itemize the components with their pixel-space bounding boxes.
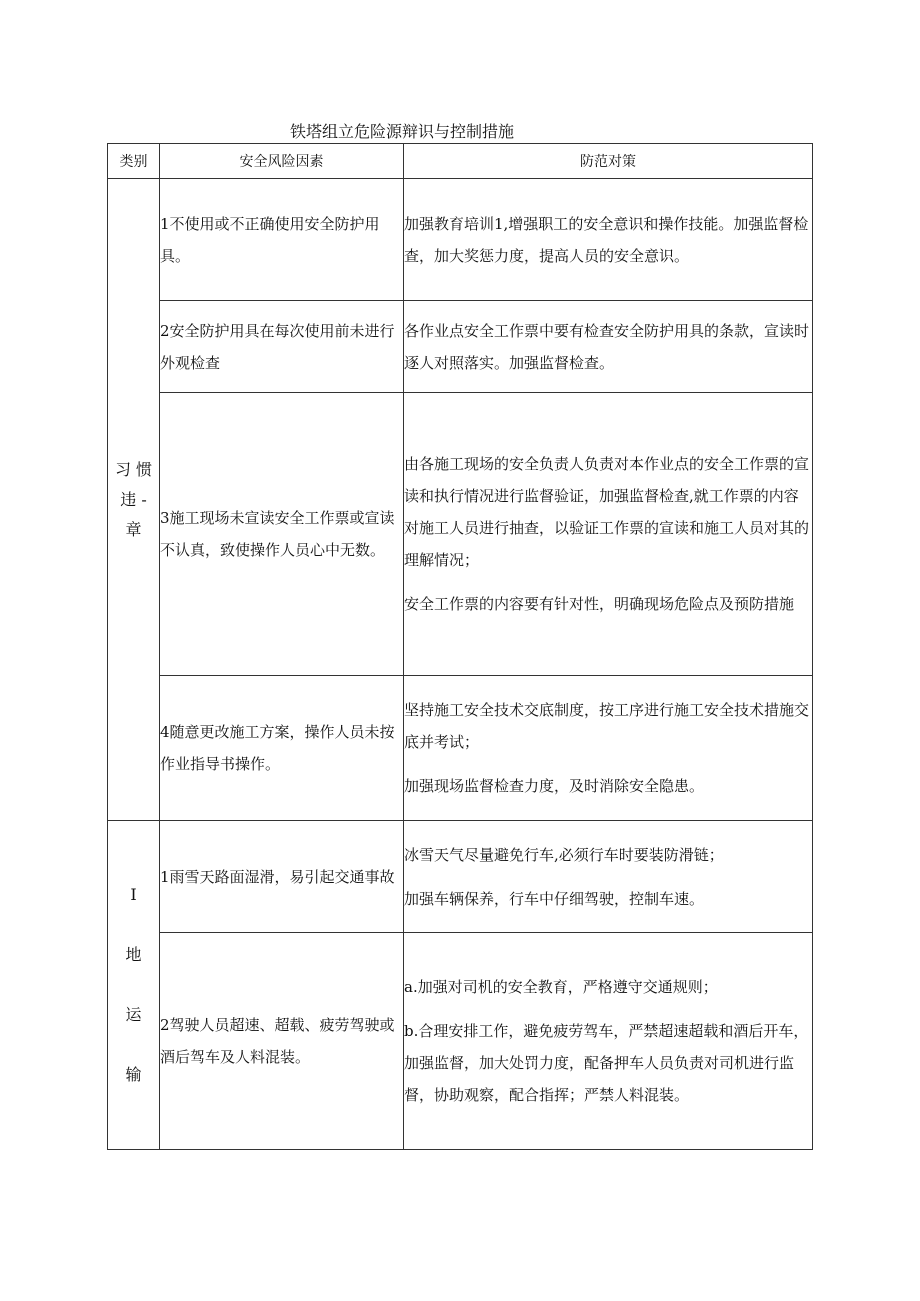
risk-factor-cell: 1不使用或不正确使用安全防护用具。 bbox=[160, 179, 404, 301]
category-line: 违 - bbox=[120, 489, 147, 509]
category-line: 输 bbox=[125, 1065, 142, 1084]
category-line: 地 bbox=[125, 945, 142, 964]
category-line: 习 惯 bbox=[114, 459, 153, 479]
measure-text: 冰雪天气尽量避免行车,必须行车时要装防滑链； bbox=[404, 845, 724, 864]
category-line: 运 bbox=[125, 1005, 142, 1024]
table-row bbox=[108, 821, 813, 933]
risk-factor-cell: 1雨雪天路面湿滑，易引起交通事故 bbox=[160, 821, 404, 933]
measures-cell bbox=[404, 393, 813, 676]
category-line: 章 bbox=[125, 519, 142, 539]
measure-text: 加强车辆保养，行车中仔细驾驶，控制车速。 bbox=[404, 889, 705, 908]
category-line: I bbox=[130, 885, 137, 904]
measures-cell bbox=[404, 301, 813, 393]
measure-text: 加强教育培训1,增强职工的安全意识和操作技能。加强监督检查，加大奖惩力度，提高人员的安全意识。 bbox=[404, 214, 809, 265]
measure-text: 各作业点安全工作票中要有检查安全防护用具的条款，宣读时逐人对照落实。加强监督检查。 bbox=[404, 321, 810, 372]
measures-cell bbox=[404, 676, 813, 821]
measure-text: 加强现场监督检查力度，及时消除安全隐患。 bbox=[404, 777, 705, 795]
document-title: 铁塔组立危险源辩识与控制措施 bbox=[290, 122, 515, 141]
table-row bbox=[108, 179, 813, 301]
measure-text: 安全工作票的内容要有针对性，明确现场危险点及预防措施 bbox=[404, 595, 795, 613]
measures-cell bbox=[404, 821, 813, 933]
measures-cell bbox=[404, 179, 813, 301]
table-header-row bbox=[108, 144, 813, 179]
table-row bbox=[108, 301, 813, 393]
risk-factor-cell: 2安全防护用具在每次使用前未进行外观检查 bbox=[160, 301, 404, 393]
category-land-transport bbox=[108, 821, 160, 1150]
measure-text: b.合理安排工作，避免疲劳驾车，严禁超速超载和酒后开车，加强监督，加大处罚力度，配备押车人员负责对司机进行监督，协助观察，配合指挥；严禁人料混装。 bbox=[404, 1022, 809, 1104]
measure-text: 坚持施工安全技术交底制度，按工序进行施工安全技术措施交底并考试； bbox=[404, 701, 810, 751]
risk-factor-cell: 4随意更改施工方案，操作人员未按作业指导书操作。 bbox=[160, 676, 404, 821]
table-row bbox=[108, 393, 813, 676]
header-category: 类别 bbox=[108, 144, 160, 179]
table-row bbox=[108, 933, 813, 1150]
risk-factor-cell: 2驾驶人员超速、超载、疲劳驾驶或酒后驾车及人料混装。 bbox=[160, 933, 404, 1150]
risk-control-table bbox=[107, 143, 813, 1150]
measure-text: 由各施工现场的安全负责人负责对本作业点的安全工作票的宣读和执行情况进行监督验证，加强监督检查,就工作票的内容对施工人员进行抽查，以验证工作票的宣读和施工人员对其的理解情况； bbox=[404, 455, 810, 569]
header-measures: 防范对策 bbox=[404, 144, 813, 179]
risk-factor-cell: 3施工现场未宣读安全工作票或宣读不认真，致使操作人员心中无数。 bbox=[160, 393, 404, 676]
measures-cell bbox=[404, 933, 813, 1150]
header-risk-factor: 安全风险因素 bbox=[160, 144, 404, 179]
category-habitual-violation bbox=[108, 179, 160, 821]
measure-text: a.加强对司机的安全教育，严格遵守交通规则； bbox=[404, 978, 718, 996]
table-row bbox=[108, 676, 813, 821]
